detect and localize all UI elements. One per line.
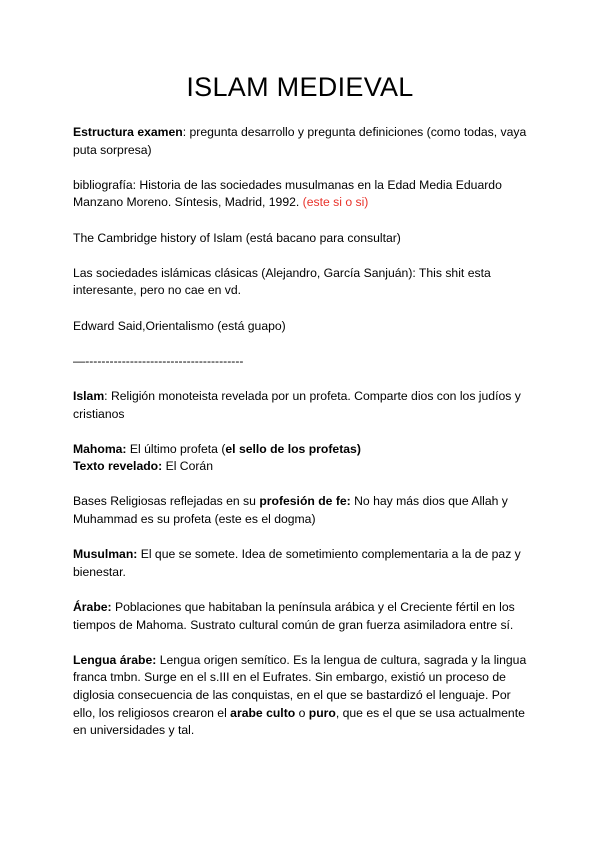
texto-label: Texto revelado: bbox=[73, 459, 163, 474]
islam-label: Islam bbox=[73, 388, 105, 403]
exam-structure-text: : pregunta desarrollo y pregunta definiciones (como todas, vaya puta sorpresa) bbox=[73, 125, 527, 157]
arabe-label: Árabe: bbox=[73, 600, 112, 615]
lengua-label: Lengua árabe: bbox=[73, 652, 157, 667]
lengua-definition bbox=[73, 652, 533, 740]
musulman-definition bbox=[73, 546, 533, 581]
cambridge-paragraph: The Cambridge history of Islam (está bacano para consultar) bbox=[73, 230, 401, 245]
arabe-text: Poblaciones que habitaban la península arábica y el Creciente fértil en los tiempos de Mahoma. Sustrato cultural común de gran fuerza asimiladora entre sí. bbox=[73, 600, 515, 632]
texto-text: El Corán bbox=[162, 459, 213, 474]
lengua-bold-culto: arabe culto bbox=[230, 705, 296, 720]
musulman-label: Musulman: bbox=[73, 547, 138, 562]
exam-structure-label: Estructura examen bbox=[73, 125, 183, 139]
arabe-definition bbox=[73, 599, 533, 634]
mahoma-definition bbox=[73, 441, 533, 476]
page-title: ISLAM MEDIEVAL bbox=[186, 72, 414, 102]
musulman-text: El que se somete. Idea de sometimiento complementaria a la de paz y bienestar. bbox=[73, 547, 521, 579]
mahoma-label: Mahoma: bbox=[73, 441, 127, 456]
bases-text: Bases Religiosas reflejadas en su bbox=[73, 494, 260, 509]
islam-definition bbox=[73, 388, 533, 423]
mahoma-close: ) bbox=[356, 441, 361, 456]
islam-text: : Religión monoteista revelada por un profeta. Comparte dios con los judíos y cristianos bbox=[73, 388, 521, 421]
said-paragraph: Edward Said,Orientalismo (está guapo) bbox=[73, 318, 286, 333]
bases-paragraph bbox=[73, 493, 533, 528]
document-body bbox=[73, 124, 533, 757]
mahoma-text: El último profeta ( bbox=[126, 441, 226, 456]
mahoma-bold: el sello de los profetas bbox=[225, 441, 357, 456]
sociedades-paragraph: Las sociedades islámicas clásicas (Alejandro, García Sanjuán): This shit esta interesante, pero no cae en vd. bbox=[73, 265, 491, 298]
lengua-text: Lengua origen semítico. Es la lengua de cultura, sagrada y la lingua franca tmbn. Surge en el s.III en el Eufrates. Sin embargo, existió un proceso de diglosia consecuencia de las conquistas, en el que se bastardizó el lenguaje. Por ello, los religiosos crearon el bbox=[73, 652, 527, 720]
bibliography-text: bibliografía: Historia de las sociedades musulmanas en la Edad Media Eduardo Manzano Moreno. Síntesis, Madrid, 1992. bbox=[73, 177, 502, 210]
lengua-bold-puro: puro bbox=[308, 705, 336, 720]
exam-structure-paragraph bbox=[73, 124, 533, 159]
bases-rest: No hay más dios que Allah y Muhammad es su profeta (este es el dogma) bbox=[73, 494, 508, 527]
divider-line: —--------------------------------------- bbox=[73, 353, 244, 368]
lengua-mid: o bbox=[295, 705, 309, 720]
bases-label: profesión de fe: bbox=[259, 494, 351, 509]
bibliography-note: (este si o si) bbox=[302, 195, 369, 210]
bibliography-paragraph bbox=[73, 177, 533, 212]
lengua-end: , que es el que se usa actualmente en universidades y tal. bbox=[73, 705, 525, 738]
